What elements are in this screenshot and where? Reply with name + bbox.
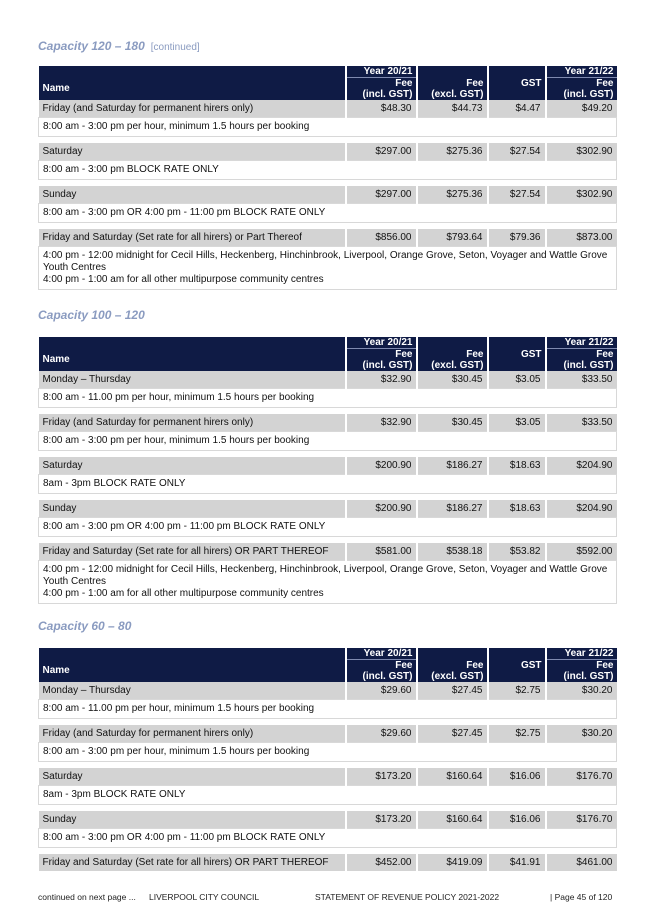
- header-blank: [488, 337, 546, 349]
- fee-incl-prev: $297.00: [346, 186, 417, 204]
- fee-row: [39, 682, 617, 700]
- fee-excl: $160.64: [417, 811, 488, 829]
- fee-gst: $2.75: [488, 682, 546, 700]
- fee-description-row: [39, 561, 617, 604]
- header-fee-incl-prev: Fee (incl. GST): [346, 660, 417, 683]
- fee-incl-next: $176.70: [546, 811, 617, 829]
- fee-name: Saturday: [39, 768, 346, 786]
- fee-description: [39, 389, 617, 408]
- description-line: 8:00 am - 3:00 pm per hour, minimum 1.5 hours per booking: [43, 435, 310, 446]
- header-year-prev: Year 20/21: [346, 337, 417, 349]
- header-year-next: Year 21/22: [546, 648, 617, 660]
- fee-excl: $275.36: [417, 186, 488, 204]
- header-name: Name: [39, 78, 346, 101]
- description-line: 8:00 am - 3:00 pm OR 4:00 pm - 11:00 pm BLOCK RATE ONLY: [43, 207, 326, 218]
- description-line: 8:00 am - 11.00 pm per hour, minimum 1.5 hours per booking: [43, 392, 315, 403]
- fee-description-row: [39, 700, 617, 719]
- fee-row: [39, 143, 617, 161]
- fee-row: [39, 100, 617, 118]
- fee-gst: $79.36: [488, 229, 546, 247]
- fee-incl-prev: $200.90: [346, 457, 417, 475]
- description-line: 8:00 am - 3:00 pm OR 4:00 pm - 11:00 pm BLOCK RATE ONLY: [43, 832, 326, 843]
- fee-incl-next: $592.00: [546, 543, 617, 561]
- fee-row: [39, 854, 617, 871]
- fee-name: Sunday: [39, 500, 346, 518]
- fee-row: [39, 725, 617, 743]
- description-line: 8:00 am - 3:00 pm BLOCK RATE ONLY: [43, 164, 219, 175]
- fee-name: Saturday: [39, 457, 346, 475]
- header-name: Name: [39, 349, 346, 372]
- fee-excl: $30.45: [417, 371, 488, 389]
- header-fee-incl-next: Fee (incl. GST): [546, 349, 617, 372]
- fee-incl-prev: $200.90: [346, 500, 417, 518]
- description-line: 4:00 pm - 12:00 midnight for Cecil Hills, Heckenberg, Hinchinbrook, Liverpool, Orange Grove, Seton, Voyager and Wattle Grove Youth Centres: [43, 250, 608, 273]
- fee-description-row: [39, 247, 617, 290]
- fee-incl-next: $33.50: [546, 414, 617, 432]
- fee-incl-prev: $32.90: [346, 414, 417, 432]
- fee-excl: $27.45: [417, 682, 488, 700]
- fee-incl-prev: $48.30: [346, 100, 417, 118]
- fee-incl-next: $302.90: [546, 186, 617, 204]
- header-name: Name: [39, 660, 346, 683]
- section-subtitle: [continued]: [150, 42, 200, 53]
- fee-incl-next: $204.90: [546, 500, 617, 518]
- fee-excl: $30.45: [417, 414, 488, 432]
- footer-page-number: | Page 45 of 120: [550, 892, 613, 902]
- header-fee-incl-next: Fee (incl. GST): [546, 660, 617, 683]
- header-year-next: Year 21/22: [546, 66, 617, 78]
- fee-name: Monday – Thursday: [39, 371, 346, 389]
- description-line: 8:00 am - 3:00 pm per hour, minimum 1.5 hours per booking: [43, 746, 310, 757]
- fee-incl-next: $30.20: [546, 725, 617, 743]
- fee-incl-next: $461.00: [546, 854, 617, 871]
- fee-gst: $3.05: [488, 414, 546, 432]
- fee-gst: $18.63: [488, 500, 546, 518]
- fee-incl-next: $49.20: [546, 100, 617, 118]
- fee-incl-prev: $452.00: [346, 854, 417, 871]
- fee-name: Friday and Saturday (Set rate for all hirers) OR PART THEREOF: [39, 854, 346, 871]
- fee-row: [39, 543, 617, 561]
- header-blank: [417, 648, 488, 660]
- fee-description: [39, 432, 617, 451]
- fee-incl-prev: $297.00: [346, 143, 417, 161]
- description-line: 4:00 pm - 1:00 am for all other multipurpose community centres: [43, 274, 324, 285]
- fee-incl-next: $33.50: [546, 371, 617, 389]
- fee-name: Saturday: [39, 143, 346, 161]
- header-fee-excl: Fee (excl. GST): [417, 349, 488, 372]
- fee-excl: $186.27: [417, 457, 488, 475]
- fee-incl-prev: $29.60: [346, 725, 417, 743]
- fee-excl: $419.09: [417, 854, 488, 871]
- fee-description: [39, 561, 617, 604]
- header-fee-excl: Fee (excl. GST): [417, 660, 488, 683]
- fee-table: [38, 648, 617, 871]
- header-fee-incl-next: Fee (incl. GST): [546, 78, 617, 101]
- description-line: 8:00 am - 3:00 pm per hour, minimum 1.5 hours per booking: [43, 121, 310, 132]
- fee-excl: $793.64: [417, 229, 488, 247]
- fee-excl: $27.45: [417, 725, 488, 743]
- header-year-prev: Year 20/21: [346, 66, 417, 78]
- header-name-top: [39, 648, 346, 660]
- fee-excl: $186.27: [417, 500, 488, 518]
- fee-description-row: [39, 204, 617, 223]
- fee-name: Friday (and Saturday for permanent hirers only): [39, 414, 346, 432]
- header-blank: [488, 648, 546, 660]
- fee-excl: $538.18: [417, 543, 488, 561]
- fee-row: [39, 457, 617, 475]
- fee-incl-next: $176.70: [546, 768, 617, 786]
- fee-excl: $275.36: [417, 143, 488, 161]
- footer-continued: continued on next page ...: [38, 892, 136, 902]
- fee-gst: $4.47: [488, 100, 546, 118]
- fee-gst: $3.05: [488, 371, 546, 389]
- fee-description-row: [39, 743, 617, 762]
- fee-description: [39, 247, 617, 290]
- fee-row: [39, 229, 617, 247]
- description-line: 8:00 am - 11.00 pm per hour, minimum 1.5 hours per booking: [43, 703, 315, 714]
- fee-name: Friday (and Saturday for permanent hirers only): [39, 725, 346, 743]
- fee-gst: $2.75: [488, 725, 546, 743]
- fee-gst: $27.54: [488, 186, 546, 204]
- fee-description: [39, 475, 617, 494]
- fee-name: Friday and Saturday (Set rate for all hirers) or Part Thereof: [39, 229, 346, 247]
- header-gst: GST: [488, 660, 546, 683]
- header-name-top: [39, 66, 346, 78]
- fee-incl-next: $30.20: [546, 682, 617, 700]
- header-year-prev: Year 20/21: [346, 648, 417, 660]
- fee-row: [39, 371, 617, 389]
- header-gst: GST: [488, 349, 546, 372]
- fee-row: [39, 186, 617, 204]
- fee-incl-prev: $581.00: [346, 543, 417, 561]
- fee-description: [39, 161, 617, 180]
- fee-gst: $16.06: [488, 811, 546, 829]
- fee-description-row: [39, 432, 617, 451]
- fee-name: Friday (and Saturday for permanent hirers only): [39, 100, 346, 118]
- header-fee-incl-prev: Fee (incl. GST): [346, 349, 417, 372]
- fee-row: [39, 414, 617, 432]
- fee-name: Sunday: [39, 811, 346, 829]
- fee-description-row: [39, 118, 617, 137]
- fee-description-row: [39, 475, 617, 494]
- fee-description: [39, 743, 617, 762]
- section-title: Capacity 120 – 180 [continued]: [38, 39, 200, 53]
- fee-row: [39, 768, 617, 786]
- fee-incl-next: $302.90: [546, 143, 617, 161]
- fee-description: [39, 518, 617, 537]
- description-line: 4:00 pm - 1:00 am for all other multipurpose community centres: [43, 588, 324, 599]
- fee-table: [38, 337, 617, 604]
- fee-incl-prev: $29.60: [346, 682, 417, 700]
- fee-description-row: [39, 161, 617, 180]
- description-line: 4:00 pm - 12:00 midnight for Cecil Hills, Heckenberg, Hinchinbrook, Liverpool, Orange Grove, Seton, Voyager and Wattle Grove Youth Centres: [43, 564, 608, 587]
- header-blank: [417, 337, 488, 349]
- fee-description: [39, 118, 617, 137]
- fee-gst: $41.91: [488, 854, 546, 871]
- fee-table: [38, 66, 617, 290]
- fee-gst: $53.82: [488, 543, 546, 561]
- header-name-top: [39, 337, 346, 349]
- header-blank: [417, 66, 488, 78]
- fee-name: Friday and Saturday (Set rate for all hirers) OR PART THEREOF: [39, 543, 346, 561]
- section-title: Capacity 60 – 80: [38, 619, 132, 633]
- fee-row: [39, 500, 617, 518]
- header-blank: [488, 66, 546, 78]
- header-fee-excl: Fee (excl. GST): [417, 78, 488, 101]
- fee-description: [39, 829, 617, 848]
- fee-name: Sunday: [39, 186, 346, 204]
- description-line: 8:00 am - 3:00 pm OR 4:00 pm - 11:00 pm BLOCK RATE ONLY: [43, 521, 326, 532]
- fee-incl-next: $204.90: [546, 457, 617, 475]
- fee-incl-prev: $173.20: [346, 768, 417, 786]
- footer-statement: STATEMENT OF REVENUE POLICY 2021-2022: [315, 892, 500, 902]
- fee-name: Monday – Thursday: [39, 682, 346, 700]
- footer-council: LIVERPOOL CITY COUNCIL: [149, 892, 260, 902]
- header-year-next: Year 21/22: [546, 337, 617, 349]
- fee-description: [39, 204, 617, 223]
- description-line: 8am - 3pm BLOCK RATE ONLY: [43, 478, 186, 489]
- fee-gst: $18.63: [488, 457, 546, 475]
- fee-description-row: [39, 389, 617, 408]
- header-fee-incl-prev: Fee (incl. GST): [346, 78, 417, 101]
- fee-description: [39, 786, 617, 805]
- fee-gst: $16.06: [488, 768, 546, 786]
- fee-incl-prev: $32.90: [346, 371, 417, 389]
- fee-description-row: [39, 829, 617, 848]
- fee-gst: $27.54: [488, 143, 546, 161]
- fee-excl: $160.64: [417, 768, 488, 786]
- section-title: Capacity 100 – 120: [38, 308, 145, 322]
- fee-row: [39, 811, 617, 829]
- fee-incl-next: $873.00: [546, 229, 617, 247]
- fee-incl-prev: $173.20: [346, 811, 417, 829]
- fee-excl: $44.73: [417, 100, 488, 118]
- description-line: 8am - 3pm BLOCK RATE ONLY: [43, 789, 186, 800]
- header-gst: GST: [488, 78, 546, 101]
- fee-description-row: [39, 518, 617, 537]
- fee-description: [39, 700, 617, 719]
- fee-incl-prev: $856.00: [346, 229, 417, 247]
- fee-description-row: [39, 786, 617, 805]
